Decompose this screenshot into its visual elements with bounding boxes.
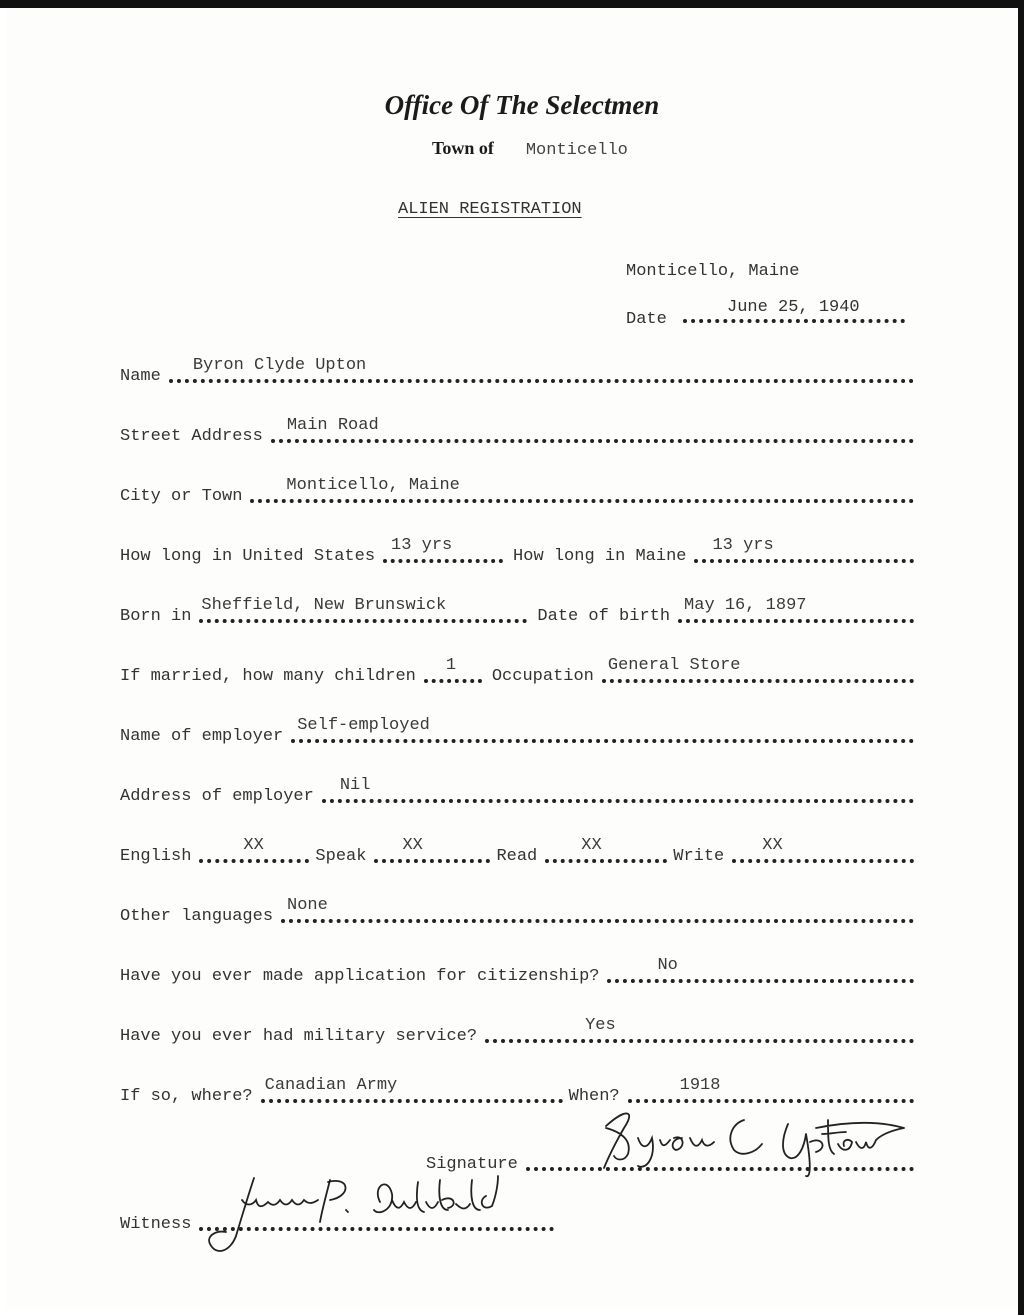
- maine-label: How long in Maine: [513, 547, 687, 566]
- row-english: [120, 836, 920, 866]
- children-value: 1: [445, 656, 457, 675]
- row-street: [120, 416, 920, 446]
- read-value: XX: [581, 836, 602, 855]
- citizenship-field[interactable]: [607, 956, 914, 983]
- speak-field[interactable]: [374, 836, 490, 863]
- occupation-value: General Store: [607, 656, 741, 675]
- us-field[interactable]: [383, 536, 503, 563]
- occupation-field[interactable]: [602, 656, 914, 683]
- military-field[interactable]: [485, 1016, 914, 1043]
- employer-address-label: Address of employer: [120, 787, 314, 806]
- employer-address-field[interactable]: [322, 776, 914, 803]
- employer-address-value: Nil: [339, 776, 371, 795]
- write-value: XX: [762, 836, 783, 855]
- occupation-label: Occupation: [491, 667, 594, 686]
- children-label: If married, how many children: [120, 667, 416, 686]
- employer-field[interactable]: [291, 716, 914, 743]
- registration-form-page: [6, 8, 1018, 1308]
- us-label: How long in United States: [120, 547, 376, 566]
- children-field[interactable]: [424, 656, 482, 683]
- town-line: [432, 138, 628, 160]
- row-service: [120, 1076, 920, 1106]
- row-birth: [120, 596, 920, 626]
- when-field[interactable]: [628, 1076, 914, 1103]
- other-languages-label: Other languages: [120, 907, 274, 926]
- row-citizenship: [120, 956, 920, 986]
- row-military: [120, 1016, 920, 1046]
- read-label: Read: [496, 847, 538, 866]
- city-label: City or Town: [120, 487, 243, 506]
- place-line: Monticello, Maine: [626, 262, 800, 281]
- form-title: ALIEN REGISTRATION: [398, 200, 582, 219]
- scan-border-top: [0, 0, 1024, 8]
- row-other-languages: [120, 896, 920, 926]
- row-employer: [120, 716, 920, 746]
- row-name: [120, 356, 920, 386]
- where-field[interactable]: [261, 1076, 563, 1103]
- street-value: Main Road: [286, 416, 379, 435]
- employer-value: Self-employed: [297, 716, 430, 735]
- signature-label: Signature: [426, 1155, 518, 1174]
- row-city: [120, 476, 920, 506]
- signature-field[interactable]: [526, 1137, 914, 1171]
- military-value: Yes: [585, 1016, 616, 1035]
- witness-field[interactable]: [199, 1197, 554, 1231]
- date-fill: [683, 298, 905, 323]
- other-languages-field[interactable]: [281, 896, 914, 923]
- row-signature: [426, 1144, 920, 1174]
- when-value: 1918: [679, 1076, 721, 1095]
- city-field[interactable]: [250, 476, 914, 503]
- maine-field[interactable]: [694, 536, 914, 563]
- row-employer-address: [120, 776, 920, 806]
- english-value: XX: [243, 836, 264, 855]
- town-value: Monticello: [525, 141, 628, 160]
- dob-field[interactable]: [678, 596, 914, 623]
- row-family: [120, 656, 920, 686]
- name-label: Name: [120, 367, 161, 386]
- where-label: If so, where?: [120, 1087, 253, 1106]
- office-title: Office Of The Selectmen: [384, 90, 660, 120]
- english-field[interactable]: [199, 836, 309, 863]
- dob-label: Date of birth: [537, 607, 671, 626]
- name-field[interactable]: [169, 356, 914, 383]
- write-label: Write: [673, 847, 725, 866]
- us-value: 13 yrs: [391, 536, 453, 555]
- citizenship-value: No: [657, 956, 678, 975]
- scan-border-right: [1018, 0, 1024, 1315]
- speak-label: Speak: [315, 847, 367, 866]
- born-label: Born in: [120, 607, 192, 626]
- citizenship-label: Have you ever made application for citizenship?: [120, 967, 600, 986]
- dob-value: May 16, 1897: [684, 596, 807, 615]
- other-languages-value: None: [287, 896, 328, 915]
- write-field[interactable]: [732, 836, 914, 863]
- english-label: English: [120, 847, 192, 866]
- witness-label: Witness: [120, 1215, 192, 1234]
- when-label: When?: [568, 1087, 620, 1106]
- city-value: Monticello, Maine: [286, 476, 460, 495]
- date-value: June 25, 1940: [727, 298, 860, 317]
- where-value: Canadian Army: [264, 1076, 398, 1095]
- read-field[interactable]: [545, 836, 667, 863]
- born-value: Sheffield, New Brunswick: [201, 596, 447, 615]
- speak-value: XX: [402, 836, 423, 855]
- date-line: [626, 298, 905, 329]
- born-field[interactable]: [199, 596, 527, 623]
- row-residence: [120, 536, 920, 566]
- maine-value: 13 yrs: [712, 536, 774, 555]
- row-witness: [120, 1204, 560, 1234]
- employer-label: Name of employer: [120, 727, 284, 746]
- town-label: Town of: [432, 138, 494, 158]
- date-label: Date: [626, 310, 667, 329]
- street-label: Street Address: [120, 427, 263, 446]
- military-label: Have you ever had military service?: [120, 1027, 478, 1046]
- name-value: Byron Clyde Upton: [192, 356, 367, 375]
- street-field[interactable]: [271, 416, 914, 443]
